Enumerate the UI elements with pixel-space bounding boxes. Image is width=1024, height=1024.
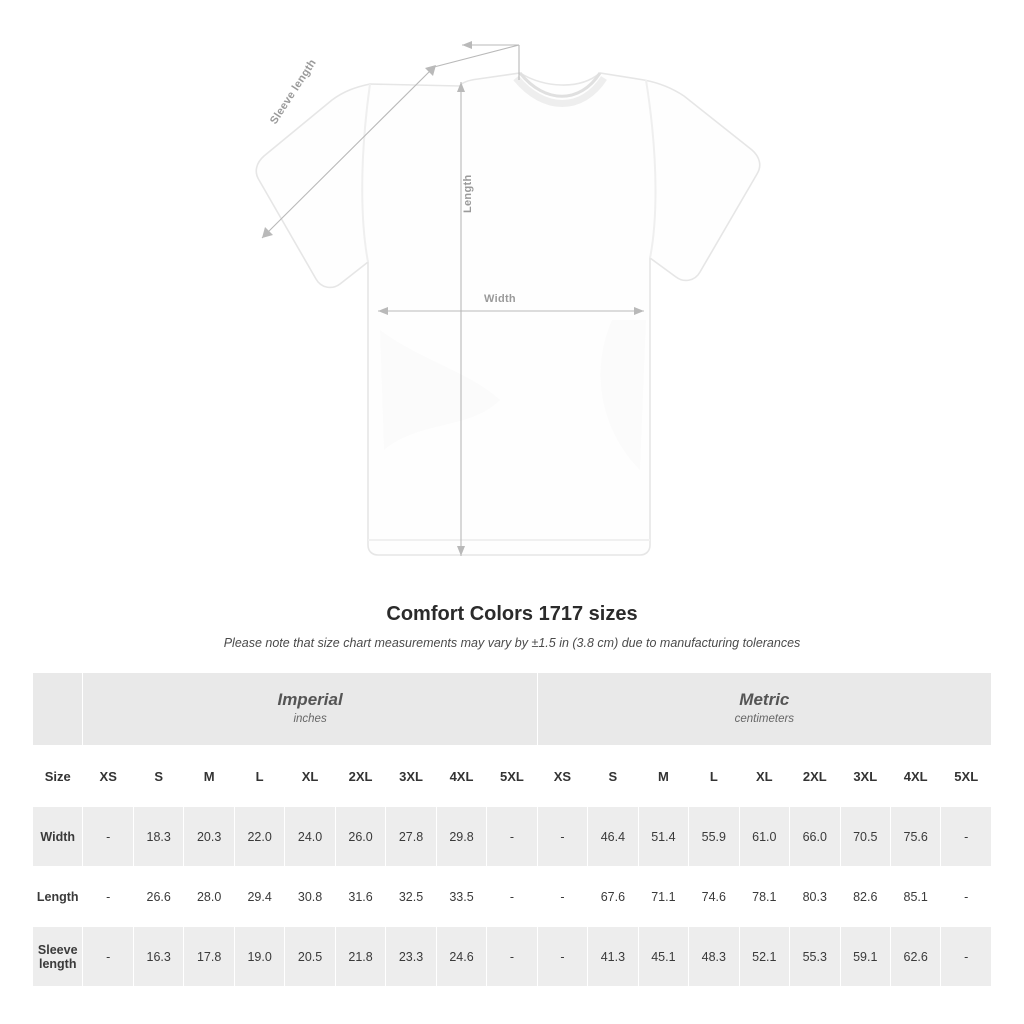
- sleeve-length-dimension-label: Sleeve length: [268, 57, 319, 127]
- length-metric-2xl: 80.3: [790, 867, 840, 927]
- length-metric-s: 67.6: [588, 867, 638, 927]
- width-metric-5xl: -: [941, 807, 992, 867]
- sleeve-imperial-s: 16.3: [133, 927, 183, 987]
- sleeve-metric-3xl: 59.1: [840, 927, 890, 987]
- length-imperial-s: 26.6: [133, 867, 183, 927]
- system-header-metric: [537, 673, 991, 746]
- width-metric-xs: -: [537, 807, 587, 867]
- length-metric-m: 71.1: [638, 867, 688, 927]
- width-imperial-4xl: 29.8: [436, 807, 486, 867]
- length-imperial-5xl: -: [487, 867, 537, 927]
- system-unit-imperial: inches: [293, 712, 327, 725]
- width-metric-s: 46.4: [588, 807, 638, 867]
- sleeve-imperial-l: 19.0: [234, 927, 284, 987]
- table-system-header-row: [33, 673, 992, 746]
- size-header-metric-m: M: [638, 746, 688, 807]
- sleeve-metric-m: 45.1: [638, 927, 688, 987]
- size-chart-heading: [0, 585, 1024, 650]
- length-imperial-xs: -: [83, 867, 133, 927]
- sleeve-metric-xs: -: [537, 927, 587, 987]
- size-chart-table: [32, 672, 992, 987]
- table-row-length: [33, 867, 992, 927]
- width-imperial-5xl: -: [487, 807, 537, 867]
- length-dimension-label: Length: [462, 174, 474, 213]
- size-header-imperial-l: L: [234, 746, 284, 807]
- sleeve-imperial-4xl: 24.6: [436, 927, 486, 987]
- length-metric-l: 74.6: [689, 867, 739, 927]
- width-metric-4xl: 75.6: [890, 807, 940, 867]
- length-metric-xs: -: [537, 867, 587, 927]
- size-chart-table-wrap: [32, 672, 992, 987]
- system-unit-metric: centimeters: [734, 712, 795, 725]
- width-imperial-2xl: 26.0: [335, 807, 385, 867]
- width-imperial-l: 22.0: [234, 807, 284, 867]
- width-imperial-xs: -: [83, 807, 133, 867]
- sleeve-imperial-3xl: 23.3: [386, 927, 436, 987]
- width-metric-m: 51.4: [638, 807, 688, 867]
- sleeve-metric-s: 41.3: [588, 927, 638, 987]
- width-metric-3xl: 70.5: [840, 807, 890, 867]
- width-metric-2xl: 66.0: [790, 807, 840, 867]
- table-row-width: [33, 807, 992, 867]
- corner-cell: [33, 673, 83, 746]
- sleeve-metric-l: 48.3: [689, 927, 739, 987]
- width-imperial-xl: 24.0: [285, 807, 335, 867]
- width-dimension-label: Width: [484, 293, 516, 305]
- length-imperial-m: 28.0: [184, 867, 234, 927]
- length-metric-xl: 78.1: [739, 867, 789, 927]
- length-imperial-l: 29.4: [234, 867, 284, 927]
- sleeve-metric-xl: 52.1: [739, 927, 789, 987]
- width-metric-l: 55.9: [689, 807, 739, 867]
- sleeve-metric-2xl: 55.3: [790, 927, 840, 987]
- length-metric-4xl: 85.1: [890, 867, 940, 927]
- size-header-imperial-m: M: [184, 746, 234, 807]
- size-header-imperial-3xl: 3XL: [386, 746, 436, 807]
- size-header-metric-xl: XL: [739, 746, 789, 807]
- length-imperial-xl: 30.8: [285, 867, 335, 927]
- length-imperial-3xl: 32.5: [386, 867, 436, 927]
- size-header-imperial-4xl: 4XL: [436, 746, 486, 807]
- size-header-metric-xs: XS: [537, 746, 587, 807]
- width-imperial-s: 18.3: [133, 807, 183, 867]
- system-name-imperial: Imperial: [277, 690, 343, 710]
- row-label-sleeve-length: Sleeve length: [33, 927, 83, 987]
- system-name-metric: Metric: [739, 690, 790, 710]
- length-imperial-2xl: 31.6: [335, 867, 385, 927]
- size-header-imperial-2xl: 2XL: [335, 746, 385, 807]
- sleeve-imperial-xl: 20.5: [285, 927, 335, 987]
- width-imperial-3xl: 27.8: [386, 807, 436, 867]
- table-size-header-row: [33, 746, 992, 807]
- size-header-metric-5xl: 5XL: [941, 746, 992, 807]
- sleeve-imperial-2xl: 21.8: [335, 927, 385, 987]
- size-header-imperial-s: S: [133, 746, 183, 807]
- tolerance-note: Please note that size chart measurements may vary by ±1.5 in (3.8 cm) due to manufacturing tolerances: [223, 636, 801, 650]
- tshirt-shape: [256, 73, 759, 555]
- sleeve-metric-4xl: 62.6: [890, 927, 940, 987]
- sleeve-metric-5xl: -: [941, 927, 992, 987]
- sleeve-imperial-m: 17.8: [184, 927, 234, 987]
- size-header-imperial-5xl: 5XL: [487, 746, 537, 807]
- sleeve-imperial-5xl: -: [487, 927, 537, 987]
- row-label-length: Length: [33, 867, 83, 927]
- size-header-metric-l: L: [689, 746, 739, 807]
- size-header-metric-4xl: 4XL: [890, 746, 940, 807]
- size-label-cell: Size: [33, 746, 83, 807]
- width-metric-xl: 61.0: [739, 807, 789, 867]
- size-header-metric-2xl: 2XL: [790, 746, 840, 807]
- table-row-sleeve-length: [33, 927, 992, 987]
- width-imperial-m: 20.3: [184, 807, 234, 867]
- row-label-width: Width: [33, 807, 83, 867]
- size-header-metric-s: S: [588, 746, 638, 807]
- system-header-imperial: [83, 673, 537, 746]
- size-header-imperial-xl: XL: [285, 746, 335, 807]
- page-title: Comfort Colors 1717 sizes: [386, 603, 638, 625]
- length-metric-3xl: 82.6: [840, 867, 890, 927]
- length-imperial-4xl: 33.5: [436, 867, 486, 927]
- size-header-imperial-xs: XS: [83, 746, 133, 807]
- length-metric-5xl: -: [941, 867, 992, 927]
- size-header-metric-3xl: 3XL: [840, 746, 890, 807]
- sleeve-imperial-xs: -: [83, 927, 133, 987]
